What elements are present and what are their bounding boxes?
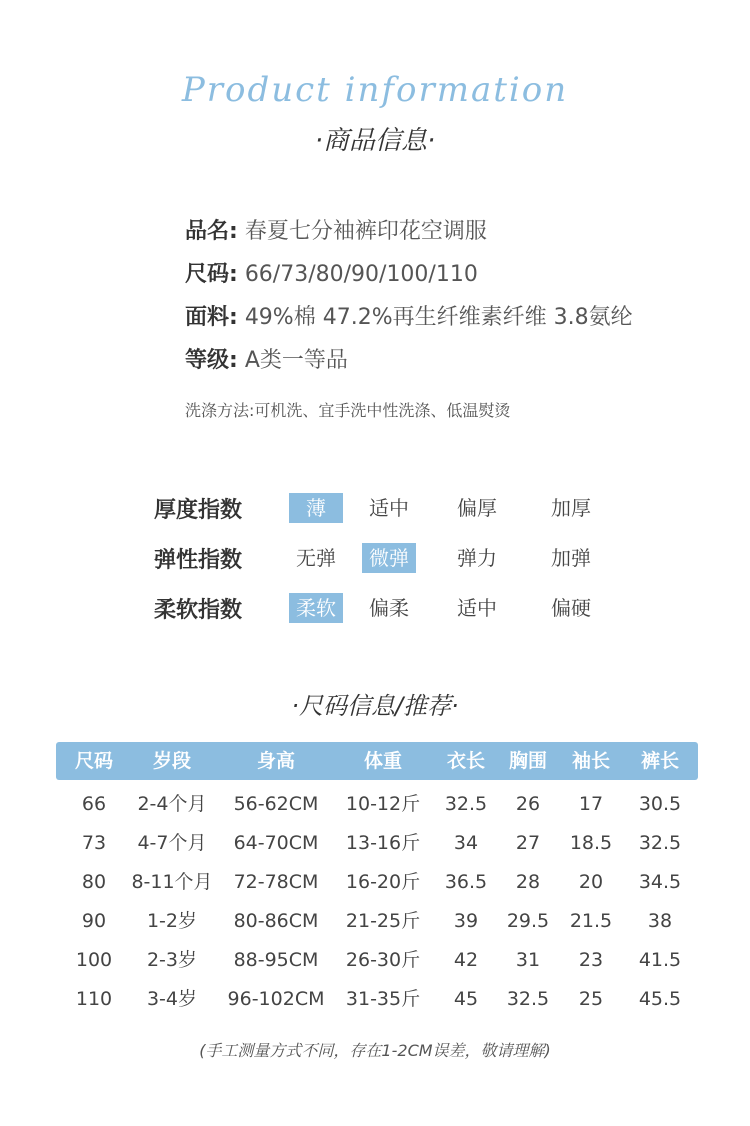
index-label: 弹性指数	[154, 547, 243, 573]
index-row	[154, 583, 591, 633]
index-option: 加厚	[551, 496, 591, 520]
table-cell: 29.5	[506, 910, 550, 932]
table-cell: 42	[453, 949, 479, 971]
index-panel	[154, 483, 591, 633]
info-key: 品名:	[185, 219, 238, 244]
table-header	[56, 742, 698, 780]
table-cell: 28	[515, 871, 541, 893]
table-cell: 18.5	[569, 832, 613, 854]
table-cell: 3-4岁	[146, 988, 198, 1010]
table-cell: 10-12斤	[345, 793, 421, 815]
info-row-fabric	[185, 298, 633, 341]
info-value: 49%棉 47.2%再生纤维素纤维 3.8氨纶	[244, 305, 633, 330]
title-english: Product information	[181, 70, 569, 110]
table-cell: 56-62CM	[233, 793, 319, 815]
index-option: 偏厚	[457, 496, 497, 520]
table-header-cell: 身高	[256, 750, 295, 772]
table-cell: 66	[81, 793, 107, 815]
index-option: 适中	[457, 596, 497, 620]
table-cell: 88-95CM	[233, 949, 319, 971]
table-cell: 64-70CM	[233, 832, 319, 854]
index-row	[154, 533, 591, 583]
table-cell: 73	[81, 832, 107, 854]
table-cell: 41.5	[638, 949, 682, 971]
index-option: 加弹	[551, 546, 591, 570]
table-cell: 21.5	[569, 910, 613, 932]
index-option: 偏柔	[369, 596, 409, 620]
table-header-cell: 袖长	[571, 750, 610, 772]
table-cell: 2-3岁	[146, 949, 198, 971]
index-option: 适中	[369, 496, 409, 520]
table-cell: 30.5	[638, 793, 682, 815]
measurement-note: (手工测量方式不同，存在1-2CM误差，敬请理解)	[199, 1041, 551, 1060]
table-cell: 17	[578, 793, 604, 815]
table-row	[56, 980, 698, 1019]
table-cell: 80-86CM	[233, 910, 319, 932]
index-row	[154, 483, 591, 533]
table-cell: 16-20斤	[345, 871, 421, 893]
table-row	[56, 824, 698, 863]
table-row	[56, 941, 698, 980]
table-cell: 27	[515, 832, 541, 854]
table-header-cell: 岁段	[152, 750, 191, 772]
info-value: 66/73/80/90/100/110	[244, 262, 478, 287]
table-header-cell: 胸围	[508, 750, 547, 772]
table-header-cell: 尺码	[74, 750, 113, 772]
title-chinese: ·商品信息·	[314, 126, 436, 156]
table-cell: 20	[578, 871, 604, 893]
table-cell: 31-35斤	[345, 988, 421, 1010]
table-header-cell: 衣长	[446, 750, 485, 772]
index-option-selected: 柔软	[289, 593, 343, 623]
table-cell: 38	[647, 910, 673, 932]
index-option: 偏硬	[551, 596, 591, 620]
index-option-selected: 薄	[289, 493, 343, 523]
table-cell: 100	[75, 949, 113, 971]
table-cell: 31	[515, 949, 541, 971]
info-value: A类一等品	[244, 348, 348, 373]
table-cell: 32.5	[444, 793, 488, 815]
table-cell: 25	[578, 988, 604, 1010]
info-row-size	[185, 255, 633, 298]
table-cell: 45.5	[638, 988, 682, 1010]
product-info	[185, 212, 633, 421]
size-table	[56, 742, 698, 1019]
table-cell: 23	[578, 949, 604, 971]
table-header-cell: 裤长	[640, 750, 679, 772]
info-row-grade	[185, 341, 633, 384]
table-cell: 21-25斤	[345, 910, 421, 932]
table-cell: 26	[515, 793, 541, 815]
table-cell: 32.5	[638, 832, 682, 854]
size-section-title: ·尺码信息/推荐·	[291, 692, 459, 720]
table-cell: 32.5	[506, 988, 550, 1010]
table-cell: 4-7个月	[137, 832, 207, 854]
wash-instructions: 洗涤方法:可机洗、宜手洗中性洗涤、低温熨烫	[185, 401, 511, 420]
index-label: 厚度指数	[154, 497, 243, 523]
table-cell: 36.5	[444, 871, 488, 893]
table-cell: 34	[453, 832, 479, 854]
table-cell: 80	[81, 871, 107, 893]
table-row	[56, 785, 698, 824]
info-row-name	[185, 212, 633, 255]
table-cell: 96-102CM	[227, 988, 325, 1010]
table-cell: 72-78CM	[233, 871, 319, 893]
table-cell: 8-11个月	[131, 871, 213, 893]
info-key: 等级:	[185, 348, 238, 373]
index-option-selected: 微弹	[362, 543, 416, 573]
table-cell: 2-4个月	[137, 793, 207, 815]
table-row	[56, 863, 698, 902]
info-value: 春夏七分袖裤印花空调服	[244, 219, 487, 244]
table-body	[56, 780, 698, 1019]
table-cell: 90	[81, 910, 107, 932]
table-cell: 34.5	[638, 871, 682, 893]
table-cell: 39	[453, 910, 479, 932]
table-cell: 13-16斤	[345, 832, 421, 854]
table-cell: 1-2岁	[146, 910, 198, 932]
table-cell: 45	[453, 988, 479, 1010]
info-key: 面料:	[185, 305, 238, 330]
table-cell: 110	[75, 988, 113, 1010]
info-key: 尺码:	[185, 262, 238, 287]
table-cell: 26-30斤	[345, 949, 421, 971]
index-option: 无弹	[296, 546, 336, 570]
index-label: 柔软指数	[154, 597, 243, 623]
index-option: 弹力	[457, 546, 497, 570]
table-header-cell: 体重	[363, 750, 402, 772]
table-row	[56, 902, 698, 941]
